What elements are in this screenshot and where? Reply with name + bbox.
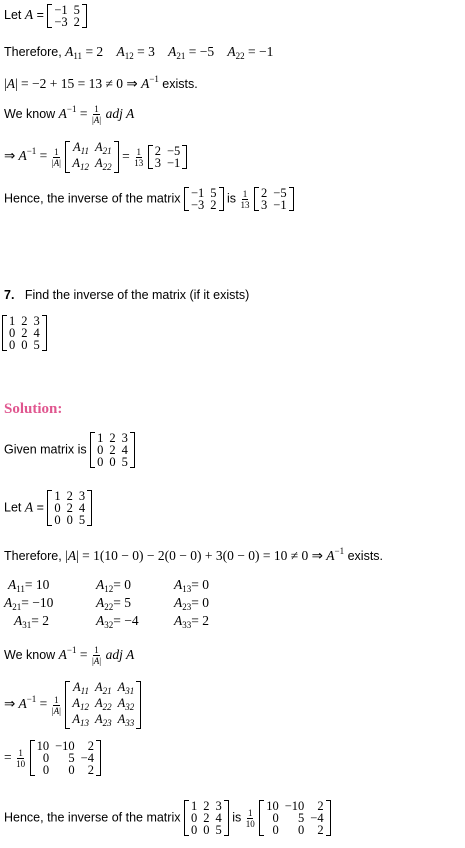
let-a-line-2: Let A = 1 2 3 0 2 4 0 0 5 [4,490,92,526]
inverse-matrix-3x3: 10 −10 2 0 5 −4 0 0 2 [30,740,101,776]
adjoint-matrix-2x2: $A_{11}$ $A_{21}$ $A_{12}$ $A_{22}$ [65,141,118,173]
det-line-1: |A| = −2 + 15 = 13 ≠ 0 ⇒ $A^{-1}$ exists. [4,74,198,91]
we-know-line-1: We know $A^{-1}$ = $\frac{1}{|A|}$ adj A [4,103,135,125]
question-text: Find the inverse of the matrix (if it exists) [24,288,250,302]
hence-inverse-matrix-3x3: 10 −10 2 0 5 −4 0 0 2 [259,800,330,836]
question-matrix-wrap [2,315,47,351]
hence-matrix-a: −1 5 −3 2 [184,187,224,211]
hence-line-1: Hence, the inverse of the matrix −1 5 −3 2 is $\frac{1}{13}$ 2 −5 3 −1 [4,187,294,211]
inverse-matrix-2x2: 2 −5 3 −1 [148,145,188,169]
question-7 [4,289,249,302]
inverse-line-1: ⇒ $A^{-1}$ = $\frac{1}{|A|}$ $A_{11}$ $A_{21}$ $A_{12}$ $A_{22}$ = $\frac{1}{13}$ 2 −5 3 −1 [4,141,187,173]
question-number: 7. [4,288,15,302]
cofactor-row-2: $A_{21}= -10$ $A_{22}= 5$ $A_{23}= 0$ [4,595,209,612]
matrix-a-3x3: 1 2 3 0 2 4 0 0 5 [47,490,92,526]
cofactor-row-1: $A_{11}= 10$ $A_{12}= 0$ $A_{13}= 0$ [8,577,209,594]
inverse-result-line: = $\frac{1}{10}$ 10 −10 2 0 5 −4 0 0 2 [4,740,101,776]
given-matrix: 1 2 3 0 2 4 0 0 5 [90,432,135,468]
det-line-2: Therefore, |A| = 1(10 − 0) − 2(0 − 0) + 3(0 − 0) = 10 ≠ 0 ⇒ $A^{-1}$ exists. [4,546,384,563]
inverse-line-2: ⇒ $A^{-1}$ = $\frac{1}{|A|}$ $A_{11}$ $A_{21}$ $A_{31}$ $A_{12}$ $A_{22}$ $A_{32}$ $A_{13}$ $A_{23}$ $A_{33}$ [4,681,141,729]
cofactor-row-3: $A_{31}= 2$ $A_{32}= -4$ $A_{33}= 2$ [14,613,209,630]
hence-inverse-matrix: 2 −5 3 −1 [254,187,294,211]
let-a-label: Let A = [4,7,48,23]
let-a-line-1 [4,4,87,28]
matrix-a-2x2: −1 5 −3 2 [47,4,87,28]
hence-line-2: Hence, the inverse of the matrix 1 2 3 0 2 4 0 0 5 is $\frac{1}{10}$ 10 −10 2 0 5 −4 0 0 2 [4,800,331,836]
solution-heading: Solution: [4,401,63,417]
cofactors-grid [4,577,209,630]
question-matrix: 1 2 3 0 2 4 0 0 5 [2,315,47,351]
given-matrix-line: Given matrix is 1 2 3 0 2 4 0 0 5 [4,432,135,468]
cofactors-line-1: Therefore, $A_{11} = 2$ $A_{12} = 3$ $A_{21} = -5$ $A_{22} = -1$ [4,44,274,61]
hence-matrix-3x3: 1 2 3 0 2 4 0 0 5 [184,800,229,836]
we-know-line-2: We know $A^{-1}$ = $\frac{1}{|A|}$ adj A [4,644,135,666]
adjoint-matrix-3x3: $A_{11}$ $A_{21}$ $A_{31}$ $A_{12}$ $A_{22}$ $A_{32}$ $A_{13}$ $A_{23}$ $A_{33}$ [65,681,141,729]
